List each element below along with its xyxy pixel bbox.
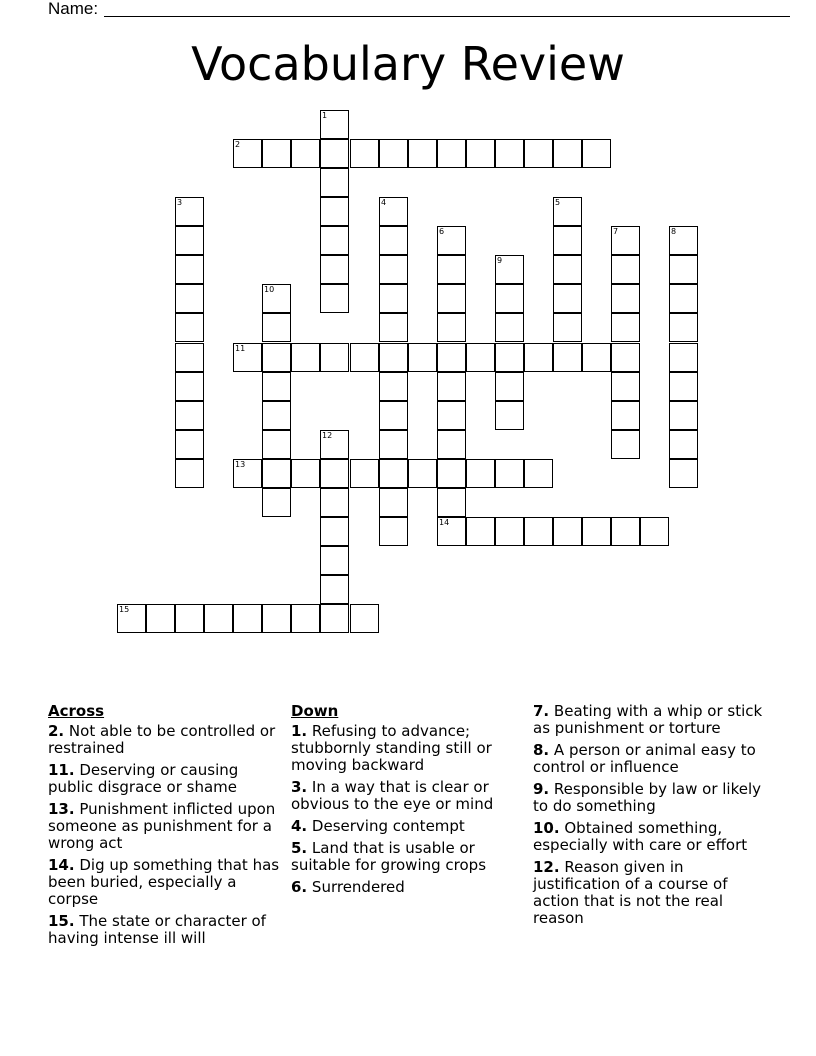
crossword-cell[interactable] [611,430,640,459]
crossword-cell[interactable] [262,604,291,633]
crossword-cell[interactable] [437,430,466,459]
clue-number: 2 [235,140,241,149]
crossword-cell[interactable] [437,517,466,546]
page-title: Vocabulary Review [191,37,625,91]
crossword-cell[interactable] [524,343,553,372]
crossword-cell[interactable] [175,604,204,633]
crossword-cell[interactable] [582,343,611,372]
crossword-cell[interactable] [291,139,320,168]
crossword-cell[interactable] [437,226,466,255]
crossword-cell[interactable] [320,517,349,546]
crossword-cell[interactable] [320,546,349,575]
crossword-cell[interactable] [175,313,204,342]
clue-across-11: 11. Deserving or causing public disgrace or shame [48,761,239,796]
crossword-cell[interactable] [466,343,495,372]
crossword-cell[interactable] [320,430,349,459]
clue-number: 6 [439,227,445,236]
crossword-cell[interactable] [495,343,524,372]
crossword-cell[interactable] [553,284,582,313]
crossword-cell[interactable] [233,139,262,168]
crossword-cell[interactable] [175,401,204,430]
clue-down-9: 9. Responsible by law or likely to do something [533,780,762,815]
crossword-cell[interactable] [495,255,524,284]
crossword-cell[interactable] [437,313,466,342]
clue-number: 9 [497,256,503,265]
clue-down-4: 4. Deserving contempt [291,817,465,835]
crossword-cell[interactable] [466,517,495,546]
crossword-cell[interactable] [495,401,524,430]
crossword-cell[interactable] [524,139,553,168]
crossword-cell[interactable] [262,343,291,372]
crossword-cell[interactable] [495,459,524,488]
clue-number: 1 [322,111,328,120]
crossword-cell[interactable] [320,284,349,313]
crossword-cell[interactable] [262,430,291,459]
clue-number: 14 [439,518,450,527]
clue-down-6: 6. Surrendered [291,878,405,896]
clue-down-3: 3. In a way that is clear or obvious to the eye or mind [291,778,494,813]
clue-number: 8 [671,227,677,236]
crossword-cell[interactable] [175,372,204,401]
crossword-cell[interactable] [175,343,204,372]
crossword-cell[interactable] [437,488,466,517]
crossword-cell[interactable] [437,284,466,313]
crossword-cell[interactable] [495,139,524,168]
clue-down-8: 8. A person or animal easy to control or influence [533,741,756,776]
crossword-cell[interactable] [408,459,437,488]
crossword-cell[interactable] [379,284,408,313]
crossword-cell[interactable] [495,517,524,546]
clue-number: 3 [177,198,183,207]
crossword-cell[interactable] [611,284,640,313]
crossword-cell[interactable] [262,401,291,430]
crossword-cell[interactable] [175,459,204,488]
clue-number: 15 [119,605,130,614]
crossword-cell[interactable] [669,226,698,255]
crossword-cell[interactable] [291,343,320,372]
crossword-cell[interactable] [669,459,698,488]
crossword-cell[interactable] [233,459,262,488]
crossword-cell[interactable] [524,517,553,546]
crossword-cell[interactable] [379,343,408,372]
crossword-cell[interactable] [320,255,349,284]
clue-number: 12 [322,431,333,440]
crossword-cell[interactable] [379,459,408,488]
crossword-cell[interactable] [495,372,524,401]
crossword-cell[interactable] [379,517,408,546]
name-label: Name: [48,0,99,18]
crossword-cell[interactable] [175,255,204,284]
crossword-cell[interactable] [437,255,466,284]
crossword-cell[interactable] [262,313,291,342]
clue-number: 13 [235,460,246,469]
crossword-cell[interactable] [582,139,611,168]
crossword-cell[interactable] [379,488,408,517]
crossword-cell[interactable] [611,255,640,284]
crossword-cell[interactable] [640,517,669,546]
crossword-cell[interactable] [669,313,698,342]
crossword-cell[interactable] [553,313,582,342]
crossword-cell[interactable] [262,139,291,168]
crossword-cell[interactable] [291,459,320,488]
crossword-cell[interactable] [233,343,262,372]
crossword-cell[interactable] [611,401,640,430]
crossword-cell[interactable] [350,139,379,168]
crossword-cell[interactable] [320,604,349,633]
crossword-cell[interactable] [204,604,233,633]
crossword-cell[interactable] [320,226,349,255]
clue-across-13: 13. Punishment inflicted upon someone as punishment for a wrong act [48,800,276,852]
crossword-cell[interactable] [466,459,495,488]
crossword-cell[interactable] [495,284,524,313]
crossword-cell[interactable] [379,430,408,459]
crossword-cell[interactable] [320,139,349,168]
crossword-cell[interactable] [233,604,262,633]
crossword-cell[interactable] [437,139,466,168]
clue-down-1: 1. Refusing to advance; stubbornly standing still or moving backward [291,722,492,774]
crossword-cell[interactable] [117,604,146,633]
crossword-cell[interactable] [553,226,582,255]
crossword-cell[interactable] [379,313,408,342]
clue-number: 11 [235,344,246,353]
crossword-cell[interactable] [320,197,349,226]
crossword-cell[interactable] [350,604,379,633]
crossword-cell[interactable] [524,459,553,488]
crossword-cell[interactable] [175,430,204,459]
crossword-cell[interactable] [611,517,640,546]
clue-down-7: 7. Beating with a whip or stick as punishment or torture [533,702,763,737]
across-heading: Across [48,702,105,720]
crossword-cell[interactable] [437,343,466,372]
crossword-cell[interactable] [553,139,582,168]
crossword-cell[interactable] [320,343,349,372]
crossword-cell[interactable] [175,197,204,226]
crossword-cell[interactable] [379,226,408,255]
crossword-cell[interactable] [611,226,640,255]
across-clues [48,703,284,952]
crossword-cell[interactable] [669,343,698,372]
crossword-cell[interactable] [582,517,611,546]
crossword-cell[interactable] [553,343,582,372]
crossword-cell[interactable] [611,372,640,401]
down-clues-col1 [291,703,517,901]
crossword-cell[interactable] [379,255,408,284]
crossword-cell[interactable] [669,372,698,401]
down-heading: Down [291,702,339,720]
crossword-cell[interactable] [669,401,698,430]
clue-number: 4 [381,198,387,207]
clue-number: 10 [264,285,275,294]
crossword-cell[interactable] [437,459,466,488]
crossword-cell[interactable] [379,372,408,401]
crossword-cell[interactable] [350,343,379,372]
crossword-cell[interactable] [379,197,408,226]
crossword-cell[interactable] [611,313,640,342]
crossword-cell[interactable] [553,197,582,226]
crossword-cell[interactable] [262,488,291,517]
crossword-cell[interactable] [611,343,640,372]
crossword-cell[interactable] [669,284,698,313]
clue-down-10: 10. Obtained something, especially with care or effort [533,819,748,854]
crossword-cell[interactable] [437,401,466,430]
crossword-cell[interactable] [669,430,698,459]
clue-down-5: 5. Land that is usable or suitable for growing crops [291,839,487,874]
clue-number: 7 [613,227,619,236]
crossword-cell[interactable] [466,139,495,168]
crossword-cell[interactable] [350,459,379,488]
crossword-cell[interactable] [408,139,437,168]
crossword-cell[interactable] [175,284,204,313]
crossword-cell[interactable] [320,110,349,139]
crossword-cell[interactable] [379,139,408,168]
crossword-cell[interactable] [262,459,291,488]
crossword-cell[interactable] [262,284,291,313]
crossword-cell[interactable] [320,575,349,604]
crossword-cell[interactable] [291,604,320,633]
clue-down-12: 12. Reason given in justification of a course of action that is not the real reason [533,858,728,927]
clue-across-15: 15. The state or character of having intense ill will [48,912,266,947]
crossword-cell[interactable] [408,343,437,372]
clue-number: 5 [555,198,561,207]
clue-across-2: 2. Not able to be controlled or restrained [48,722,276,757]
down-clues-col2 [533,703,773,932]
crossword-cell[interactable] [262,372,291,401]
clue-across-14: 14. Dig up something that has been buried, especially a corpse [48,856,280,908]
crossword-cell[interactable] [175,226,204,255]
crossword-cell[interactable] [553,255,582,284]
crossword-cell[interactable] [320,488,349,517]
crossword-cell[interactable] [495,313,524,342]
crossword-cell[interactable] [146,604,175,633]
crossword-cell[interactable] [553,517,582,546]
crossword-cell[interactable] [669,255,698,284]
crossword-cell[interactable] [379,401,408,430]
crossword-cell[interactable] [437,372,466,401]
crossword-cell[interactable] [320,168,349,197]
crossword-cell[interactable] [320,459,349,488]
